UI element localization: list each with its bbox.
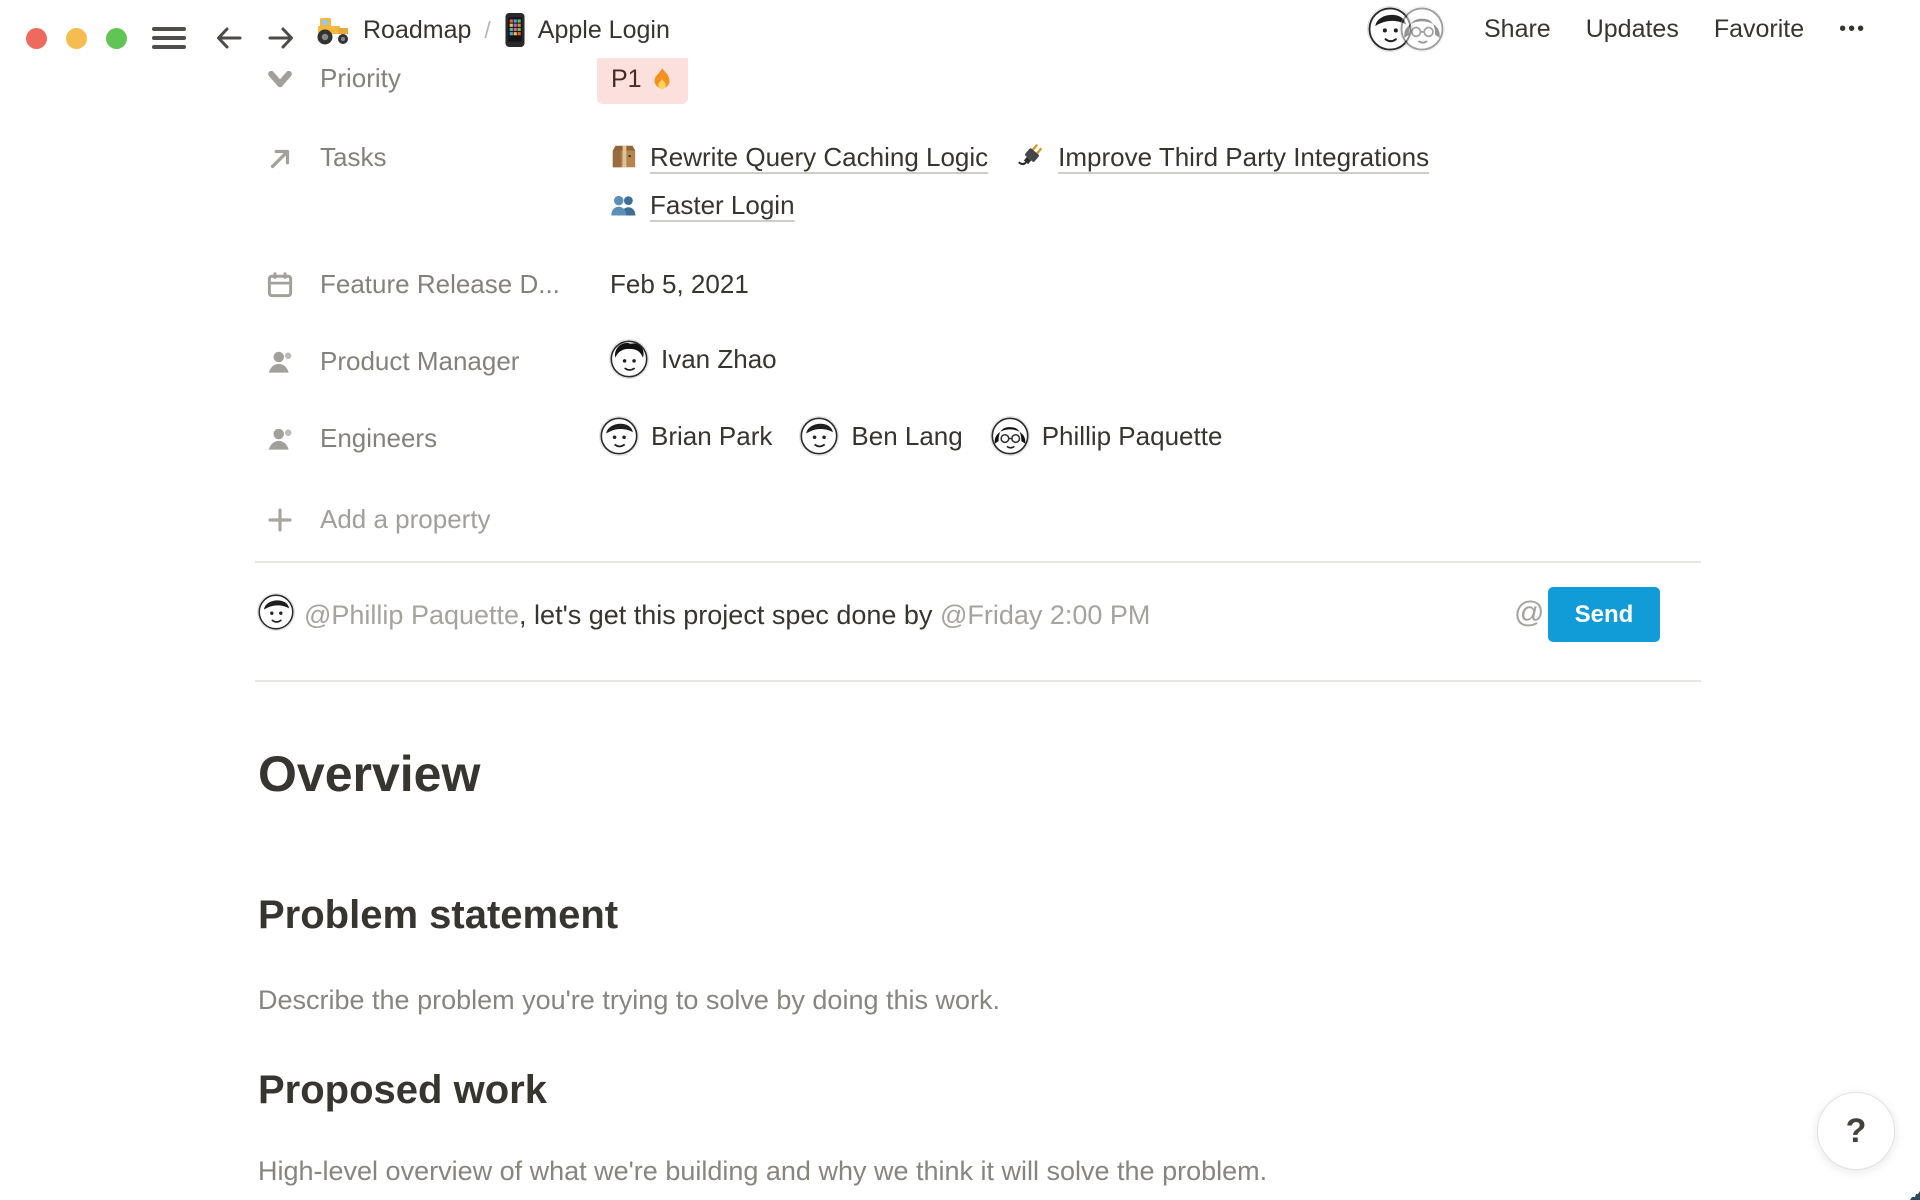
iphone-emoji-icon: [504, 12, 526, 48]
divider: [255, 561, 1701, 563]
tractor-emoji-icon: [315, 14, 351, 46]
calendar-icon: [265, 270, 295, 300]
window-close-button[interactable]: [26, 28, 47, 49]
person-name: Ben Lang: [851, 421, 963, 451]
person-chip-ivan-zhao[interactable]: [610, 340, 777, 378]
corner-widget-fragment: [1906, 1188, 1920, 1200]
window-zoom-button[interactable]: [106, 28, 127, 49]
property-label-product-manager[interactable]: Product Manager: [320, 346, 520, 376]
sidebar-menu-button[interactable]: [152, 22, 186, 54]
plus-icon: [265, 505, 295, 535]
comment-author-avatar: [258, 594, 294, 630]
breadcrumb-label: Roadmap: [363, 15, 472, 44]
date-mention[interactable]: @Friday 2:00 PM: [939, 600, 1151, 630]
help-button[interactable]: ?: [1817, 1092, 1895, 1170]
comment-input[interactable]: [304, 598, 1150, 632]
person-name: Ivan Zhao: [661, 344, 777, 374]
avatar-phillip-paquette: [991, 417, 1029, 455]
collaborator-avatars[interactable]: [1368, 7, 1444, 51]
task-link-faster-login[interactable]: [610, 188, 795, 222]
priority-tag[interactable]: [597, 54, 688, 104]
plug-emoji-icon: [1018, 143, 1046, 171]
send-button[interactable]: Send: [1548, 587, 1660, 642]
person-name: Phillip Paquette: [1041, 421, 1223, 451]
proposed-work-text: High-level overview of what we're building and why we think it will solve the problem.: [258, 1156, 1268, 1186]
property-label-tasks[interactable]: Tasks: [320, 142, 387, 172]
property-label-release-date[interactable]: Feature Release D...: [320, 269, 560, 299]
person-name: Brian Park: [651, 421, 773, 451]
heading-problem-statement: Problem statement: [258, 893, 619, 937]
topbar-actions: [1368, 0, 1866, 58]
divider: [255, 680, 1701, 682]
favorite-button[interactable]: Favorite: [1713, 14, 1805, 43]
task-link-rewrite-query-caching-logic[interactable]: [610, 140, 988, 174]
relation-property-icon: [265, 144, 295, 174]
task-link-improve-third-party-integrations[interactable]: [1018, 140, 1429, 174]
back-button[interactable]: [212, 21, 246, 55]
release-date-value[interactable]: Feb 5, 2021: [610, 269, 749, 299]
add-property-label: Add a property: [320, 504, 491, 534]
avatar-brian-park: [600, 417, 638, 455]
share-button[interactable]: Share: [1484, 14, 1551, 43]
collaborator-avatar-2: [1400, 7, 1444, 51]
tasks-line-2: [610, 188, 795, 222]
select-property-icon: [265, 64, 295, 94]
breadcrumb-item-roadmap[interactable]: [315, 14, 471, 46]
engineers-value: [600, 417, 1222, 455]
person-chip-ben-lang[interactable]: [800, 417, 962, 455]
problem-statement-text: Describe the problem you're trying to solve by doing this work.: [258, 985, 1000, 1015]
priority-tag-label: P1: [611, 64, 642, 93]
person-chip-brian-park[interactable]: [600, 417, 772, 455]
tasks-line-1: [610, 140, 1429, 174]
package-emoji-icon: [610, 143, 638, 171]
person-chip-phillip-paquette[interactable]: [991, 417, 1223, 455]
task-link-label: Faster Login: [650, 190, 795, 220]
breadcrumb-item-apple-login[interactable]: [504, 12, 670, 48]
heading-overview: Overview: [258, 746, 481, 802]
window-titlebar: [0, 0, 1920, 58]
people-property-icon: [265, 424, 295, 454]
person-property-icon: [265, 347, 295, 377]
person-mention[interactable]: @Phillip Paquette: [304, 600, 520, 630]
busts-emoji-icon: [610, 192, 638, 218]
breadcrumb: [315, 12, 670, 48]
breadcrumb-label: Apple Login: [537, 15, 670, 44]
fire-emoji-icon: [650, 66, 674, 92]
avatar-ben-lang: [800, 417, 838, 455]
avatar-ivan-zhao: [610, 340, 648, 378]
task-link-label: Improve Third Party Integrations: [1058, 142, 1430, 172]
property-label-priority[interactable]: Priority: [320, 63, 401, 93]
comment-body-text: , let's get this project spec done by: [519, 600, 940, 630]
window-minimize-button[interactable]: [66, 28, 87, 49]
updates-button[interactable]: Updates: [1585, 14, 1679, 43]
heading-proposed-work: Proposed work: [258, 1068, 547, 1112]
task-link-label: Rewrite Query Caching Logic: [650, 142, 989, 172]
breadcrumb-separator: /: [484, 16, 491, 43]
forward-button[interactable]: [264, 21, 298, 55]
mention-at-button[interactable]: @: [1514, 596, 1545, 629]
product-manager-value: [610, 340, 777, 386]
property-label-engineers[interactable]: Engineers: [320, 423, 438, 453]
more-options-button[interactable]: •••: [1839, 17, 1867, 40]
